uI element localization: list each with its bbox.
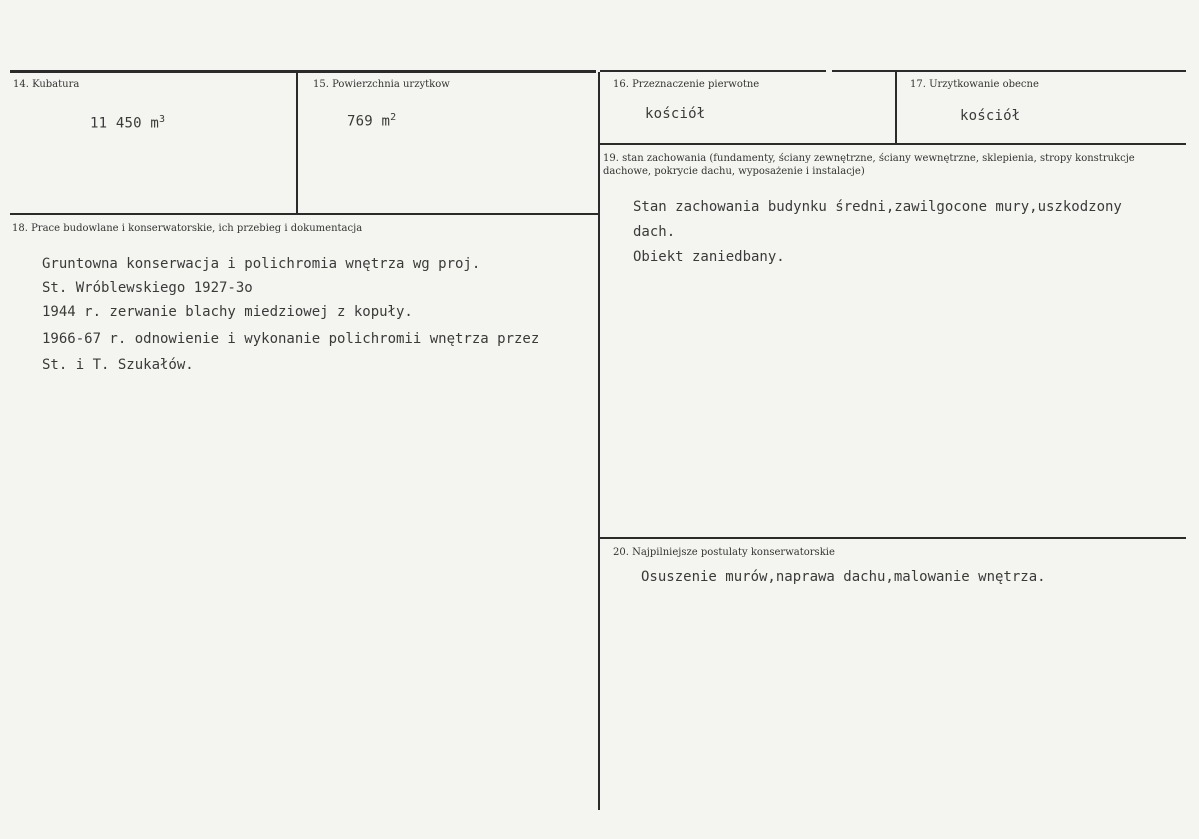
- field-14-value: [90, 114, 165, 132]
- field-18-line-2: St. Wróblewskiego 1927-3o: [42, 280, 253, 296]
- rule-above-20: [600, 537, 1186, 539]
- divider-16-17: [895, 72, 897, 144]
- field-20-value: Osuszenie murów,naprawa dachu,malowanie wnętrza.: [641, 569, 1046, 585]
- field-17-value: kościół: [960, 108, 1021, 124]
- field-15-label: 15. Powierzchnia urzytkow: [313, 79, 450, 90]
- field-14-label: 14. Kubatura: [13, 79, 80, 90]
- rule-under-14-15: [10, 213, 598, 215]
- top-rule-left: [10, 70, 596, 73]
- divider-center: [598, 72, 600, 810]
- field-19-line-2: dach.: [633, 224, 676, 240]
- field-19-line-3: Obiekt zaniedbany.: [633, 249, 785, 265]
- top-rule-mid: [600, 70, 826, 72]
- field-18-line-1: Gruntowna konserwacja i polichromia wnętrza wg proj.: [42, 256, 481, 272]
- field-16-label: 16. Przeznaczenie pierwotne: [613, 79, 760, 90]
- field-18-line-3: 1944 r. zerwanie blachy miedziowej z kopuły.: [42, 304, 413, 320]
- field-18-line-5: St. i T. Szukałów.: [42, 357, 194, 373]
- field-20-label: 20. Najpilniejsze postulaty konserwatorskie: [613, 547, 835, 558]
- field-16-value: kościół: [645, 106, 706, 122]
- field-17-label: 17. Urzytkowanie obecne: [910, 79, 1039, 90]
- powierzchnia-number: 769 m: [347, 113, 391, 130]
- field-18-line-4: 1966-67 r. odnowienie i wykonanie polichromii wnętrza przez: [42, 331, 540, 347]
- field-15-value: [347, 112, 396, 130]
- field-18-label: 18. Prace budowlane i konserwatorskie, ich przebieg i dokumentacja: [12, 223, 363, 234]
- powierzchnia-exponent: 2: [390, 112, 397, 123]
- divider-14-15: [296, 72, 298, 214]
- field-19-label: 19. stan zachowania (fundamenty, ściany zewnętrzne, ściany wewnętrzne, sklepienia, stropy konstrukcje dachowe, pokrycie dachu, wyposażenie i instalacje): [603, 153, 1135, 177]
- field-19-line-1: Stan zachowania budynku średni,zawilgocone mury,uszkodzony: [633, 199, 1122, 215]
- rule-under-16-17: [600, 143, 1186, 145]
- kubatura-number: 11 450 m: [90, 115, 160, 132]
- kubatura-exponent: 3: [159, 114, 166, 125]
- top-rule-right: [832, 70, 1186, 72]
